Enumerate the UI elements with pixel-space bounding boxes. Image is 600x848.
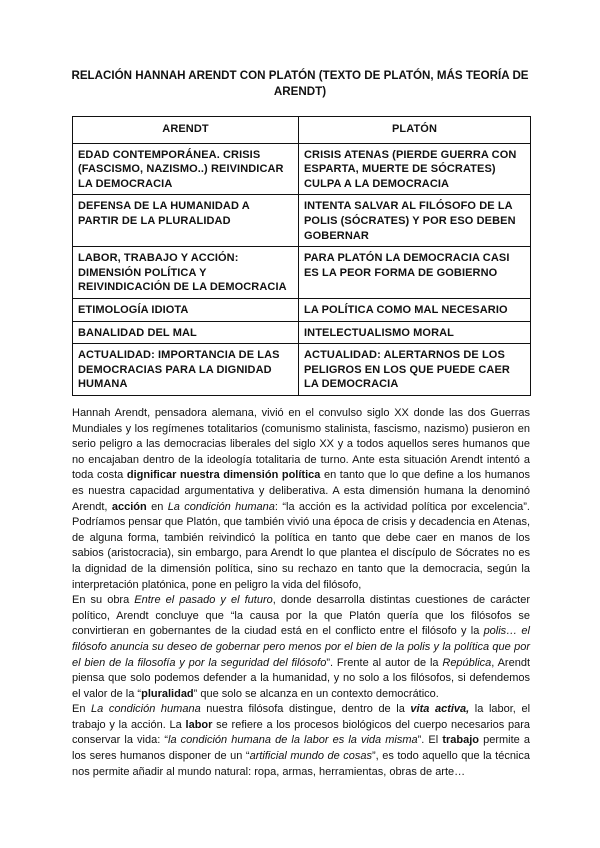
bold-term: trabajo [442,734,479,747]
table-cell-arendt: DEFENSA DE LA HUMANIDAD A PARTIR DE LA PLURALIDAD [73,195,299,247]
comparison-table [72,116,531,396]
table-row [73,298,531,321]
text-run: la labor, el trabajo y la acción. La [72,703,531,731]
text-run: se refiere a los procesos biológicos del cuerpo necesarios para conservar la vida: “ [72,718,530,747]
book-title: La condición humana [167,500,275,513]
text-run: En [72,703,92,716]
table-row [73,195,531,247]
bold-term: dignificar nuestra dimensión política [126,469,321,482]
table-row [73,143,531,195]
paragraph-1 [72,406,530,593]
text-run: , Arendt piensa que solo podemos defender a la humanidad, y no solo a los filósofos, si defendemos el valor de la “ [72,656,531,700]
document-title: RELACIÓN HANNAH ARENDT CON PLATÓN (TEXTO DE PLATÓN, MÁS TEORÍA DE ARENDT) [71,69,529,98]
text-run: ”. Frente al autor de la [326,656,443,669]
table-cell-arendt: ACTUALIDAD: IMPORTANCIA DE LAS DEMOCRACIAS PARA LA DIGNIDAD HUMANA [73,344,299,396]
bold-term: pluralidad [141,687,194,700]
text-run: : “la acción es la actividad política por excelencia”. Podríamos pensar que Platón, que también vivió una época de crisis y decadencia en Atenas, de alguna forma, también reivindicó la política en tanto que debe caer en manos de los sabios (aristocracia), sin embargo, para Arendt lo que plantea el discípulo de Sócrates no es la dignidad de la dimensión política, sino su rechazo en tanto que la democracia, según la interpretación platónica, pone en peligro la vida del filósofo, [72,500,531,591]
table-cell-arendt: EDAD CONTEMPORÁNEA. CRISIS (FASCISMO, NAZISMO..) REIVINDICAR LA DEMOCRACIA [73,143,299,195]
table-cell-platon: ACTUALIDAD: ALERTARNOS DE LOS PELIGROS EN LOS QUE PUEDE CAER LA DEMOCRACIA [299,344,531,396]
table-row [73,344,531,396]
bold-term: labor [185,718,213,731]
body-text [72,406,530,780]
paragraph-2 [72,593,530,702]
bold-italic-term: vita activa, [410,703,470,716]
table-cell-arendt: BANALIDAD DEL MAL [73,321,299,344]
text-run: , donde desarrolla distintas cuestiones de carácter político, Arendt concluye que “la causa por la que Platón quería que los filósofos se convirtieran en gobernantes de la ciudad está en el conflicto entre el filósofo y la [72,594,530,638]
book-title: República [442,656,492,669]
table-row [73,247,531,299]
italic-quote: artificial mundo de cosas [249,750,372,763]
table-cell-platon: LA POLÍTICA COMO MAL NECESARIO [299,298,531,321]
book-title: La condición humana [91,703,201,716]
italic-quote: la condición humana de la labor es la vida misma [168,734,418,747]
table-cell-platon: CRISIS ATENAS (PIERDE GUERRA CON ESPARTA, MUERTE DE SÓCRATES) CULPA A LA DEMOCRACIA [299,143,531,195]
text-run: ” que solo se alcanza en un contexto democrático. [193,687,439,700]
text-run: en tanto que lo que define a los humanos es nuestra capacidad argumentativa y deliberativa. A esta dimensión humana la denominó Arendt, [72,469,531,513]
text-run: Hannah Arendt, pensadora alemana, vivió en el convulso siglo XX donde las dos Guerras Mundiales y los regímenes totalitarios (comunismo stalinista, fascismo, nazismo) pusieron en serio peligro a las democracias liberales del siglo XX y a todos aquellos seres humanos que no encajaban dentro de la ideología totalitaria de turno. Ante esta situación Arendt intentó a toda costa [72,407,530,482]
table-cell-arendt: LABOR, TRABAJO Y ACCIÓN: DIMENSIÓN POLÍTICA Y REIVINDICACIÓN DE LA DEMOCRACIA [73,247,299,299]
table-cell-platon: PARA PLATÓN LA DEMOCRACIA CASI ES LA PEOR FORMA DE GOBIERNO [299,247,531,299]
table-cell-platon: INTENTA SALVAR AL FILÓSOFO DE LA POLIS (SÓCRATES) Y POR ESO DEBEN GOBERNAR [299,195,531,247]
text-run: ”. El [417,734,443,747]
column-header-arendt: ARENDT [73,117,299,144]
text-run: ”, es todo aquello que la técnica nos permite añadir al mundo natural: ropa, armas, herramientas, obras de arte… [72,750,530,778]
text-run: permite a los seres humanos disponer de un “ [72,734,530,763]
column-header-platon: PLATÓN [299,117,531,144]
bold-term [410,703,469,715]
text-run: en [146,500,168,513]
table-row [73,321,531,344]
table-header-row [73,117,531,144]
paragraph-3 [72,702,530,780]
text-run: nuestra filósofa distingue, dentro de la [200,703,411,716]
text-run: En su obra [72,594,135,607]
table-cell-arendt: ETIMOLOGÍA IDIOTA [73,298,299,321]
bold-term: acción [111,500,147,513]
book-title: Entre el pasado y el futuro [134,594,273,607]
italic-quote: polis… el filósofo anuncia su deseo de gobernar pero menos por el bien de la polis y la política que por el bien de la filosofía y por la seguridad del filósofo [72,625,530,669]
table-cell-platon: INTELECTUALISMO MORAL [299,321,531,344]
